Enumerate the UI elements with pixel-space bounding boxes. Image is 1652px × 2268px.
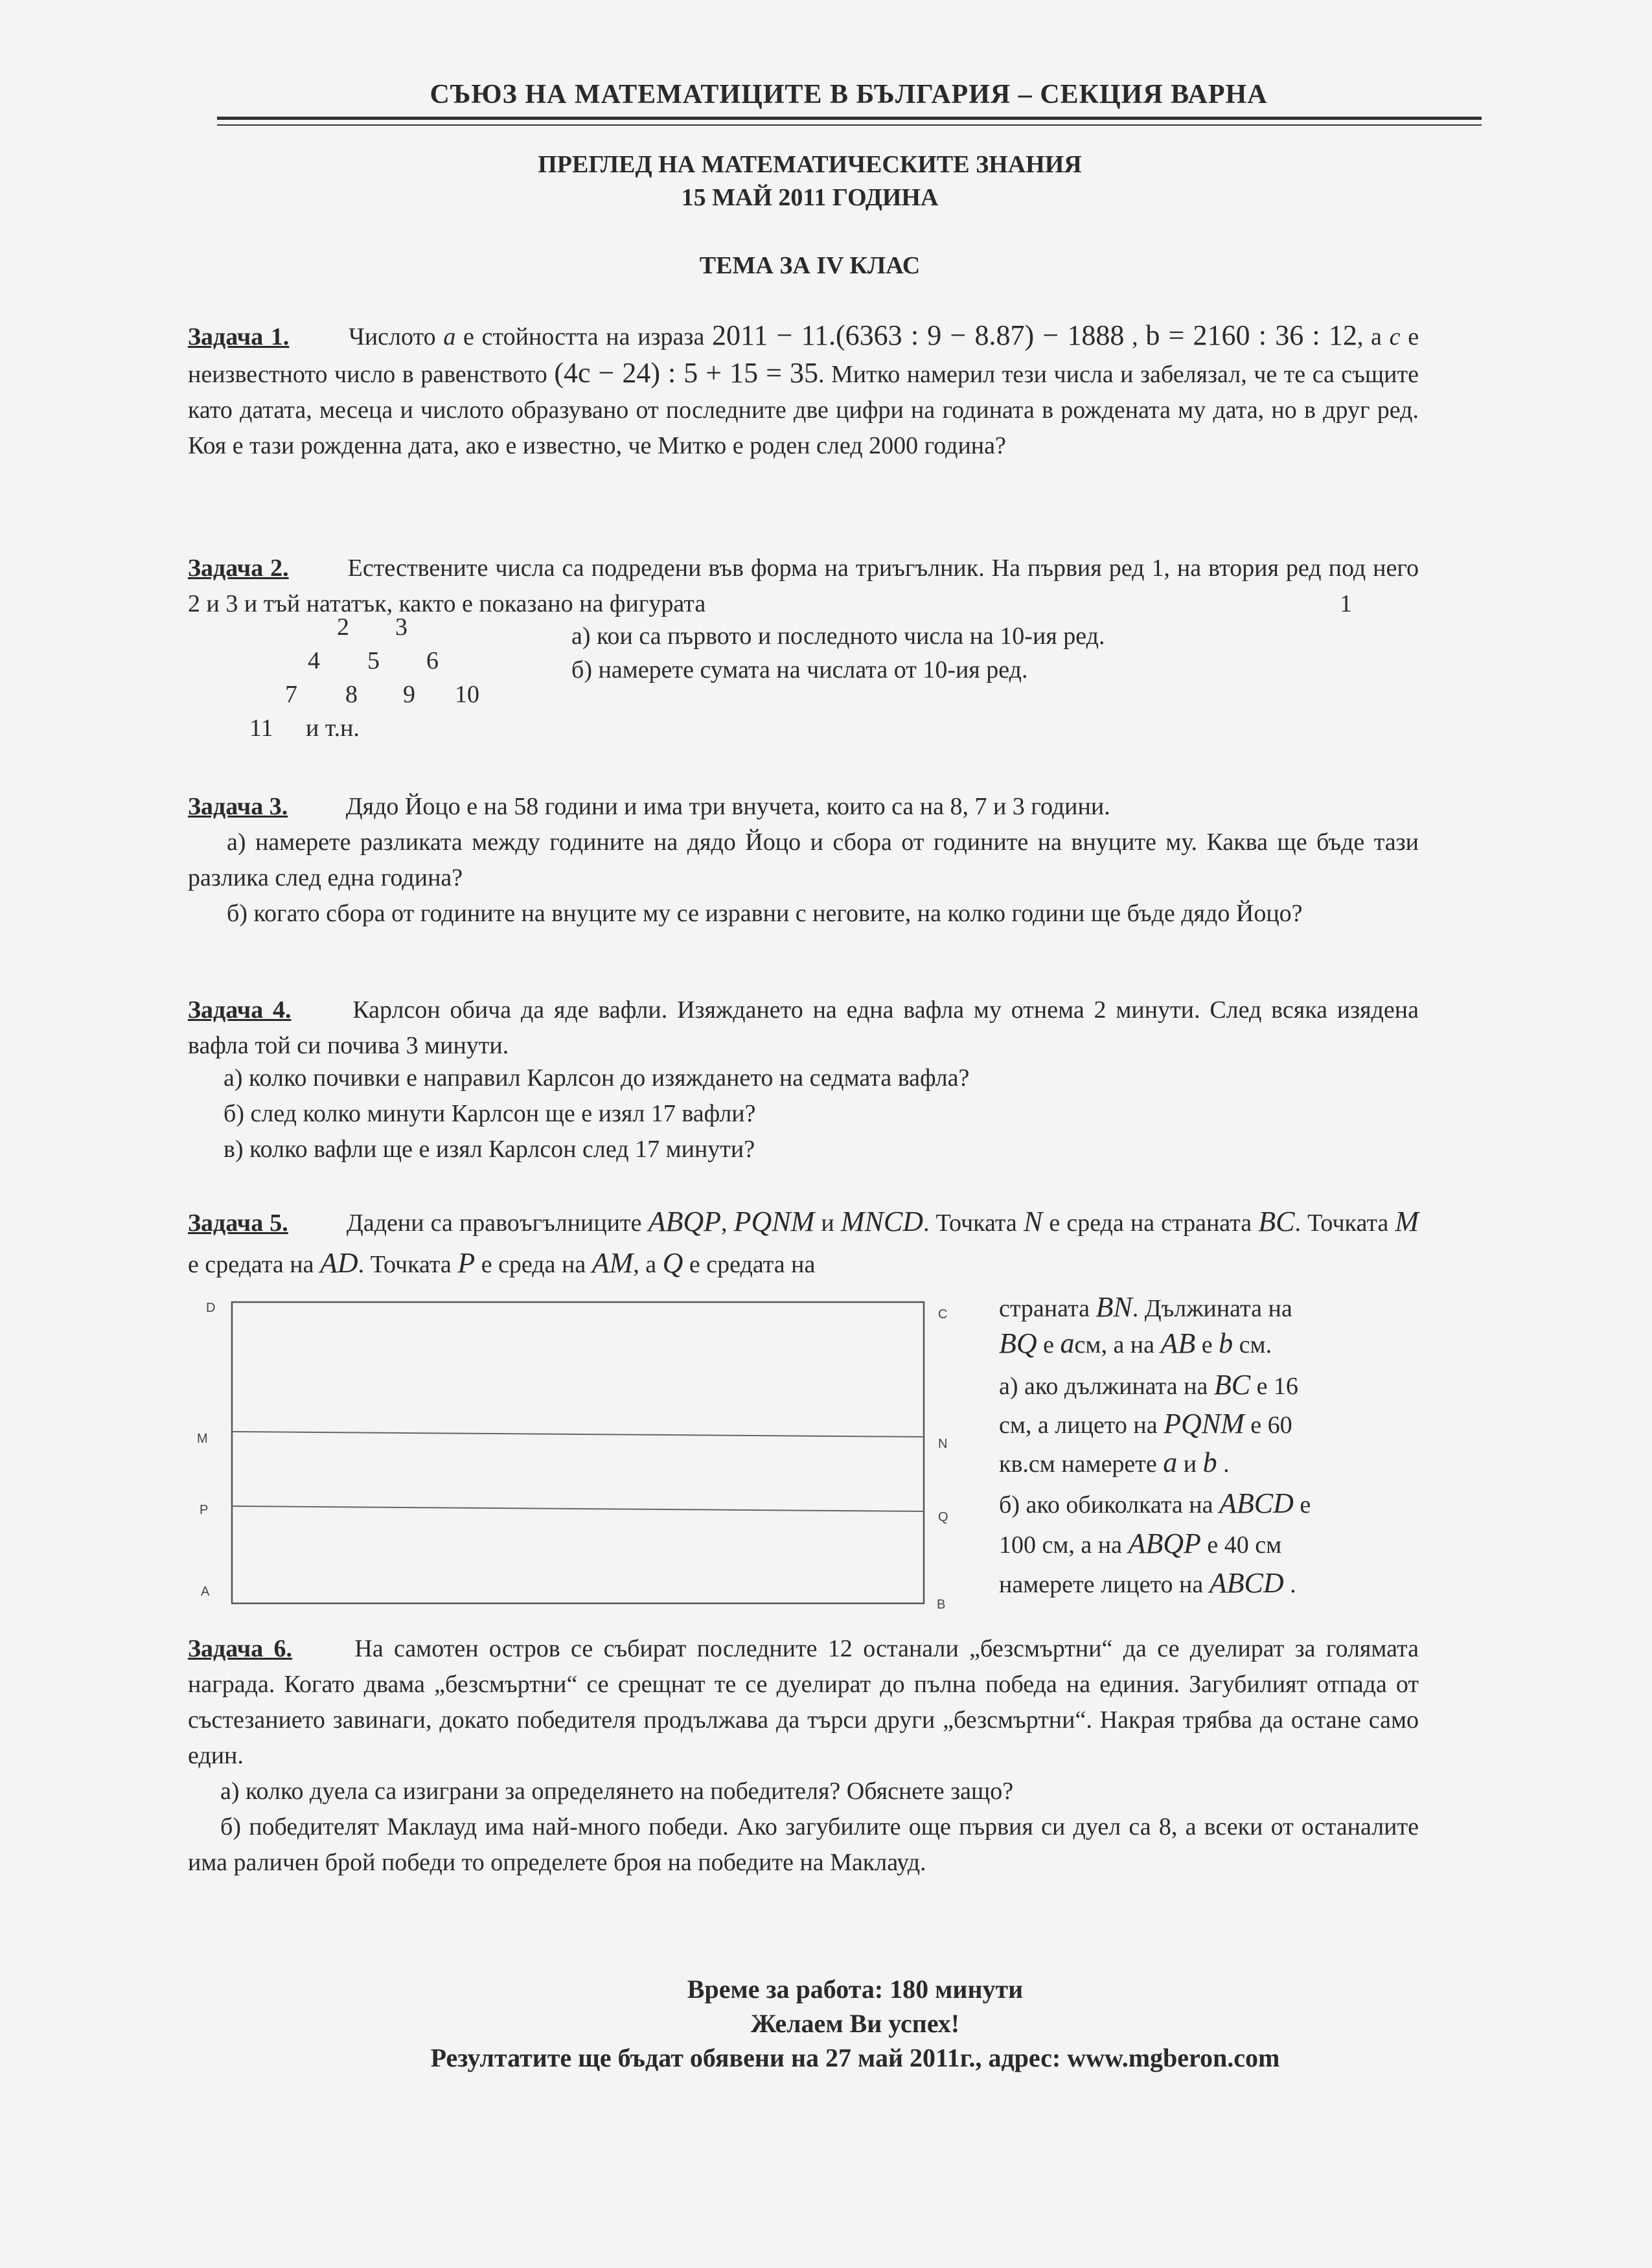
grade-theme: ТЕМА ЗА IV КЛАС xyxy=(699,252,921,279)
task-4-question-a: а) колко почивки е направил Карлсон до изяждането на седмата вафла? xyxy=(224,1064,970,1092)
triangle-r2-n2: 3 xyxy=(395,613,407,641)
task-6-question-a: а) колко дуела са изиграни за определянето на победителя? Обяснете защо? xyxy=(220,1778,1014,1805)
triangle-r4-n3: 9 xyxy=(403,681,415,708)
task-6-label: Задача 6. xyxy=(188,1635,293,1662)
task-6-question-b: б) победителят Маклауд има най-много победи. Ако загубилите още първия си дуел са 8, а всеки от останалите има раличен брой победи то определете броя на победите на Маклауд. xyxy=(188,1813,1419,1876)
header-rule-thick xyxy=(217,117,1482,120)
expression: 2011 − 11.(6363 : 9 − 8.87) − 1888 xyxy=(712,319,1125,351)
triangle-r3-n2: 5 xyxy=(367,647,380,674)
task-2-label: Задача 2. xyxy=(188,555,289,582)
task-5-question-b-line-1: б) ако обиколката на ABCD е xyxy=(999,1487,1311,1519)
good-luck: Желаем Ви успех! xyxy=(750,2009,960,2038)
exam-date: 15 МАЙ 2011 ГОДИНА xyxy=(681,184,939,211)
label-q: Q xyxy=(938,1510,948,1524)
task-6: Задача 6. На самотен остров се събират последните 12 останали „безсмъртни“ да се дуелират за голямата награда. Когато двама „безсмъртни“ се срещнат те се дуелират до пълна победа на единия. Загубилият отпада от състезанието завинаги, докато победителя продължава да търси други „безсмъртни“. Накрая трябва да остане само един. xyxy=(188,1635,1419,1769)
task-5-question-a-line-3: кв.см намерете a и b . xyxy=(999,1447,1230,1478)
task-5: Задача 5. Дадени са правоъгълниците ABQP, PQNM и MNCD. Точката N е среда на страната BC. Точката M е средата на AD. Точката P е среда на AM, а Q е средата на xyxy=(188,1206,1419,1279)
label-b: B xyxy=(937,1598,946,1612)
task-5-question-a-line-1: а) ако дължината на BC е 16 xyxy=(999,1369,1298,1401)
task-4-label: Задача 4. xyxy=(188,996,292,1024)
triangle-r4-n1: 7 xyxy=(285,681,297,708)
triangle-r4-n2: 8 xyxy=(345,681,358,708)
line-pq xyxy=(232,1506,924,1511)
triangle-r2-n1: 2 xyxy=(337,613,349,641)
exam-title: ПРЕГЛЕД НА МАТЕМАТИЧЕСКИТЕ ЗНАНИЯ xyxy=(538,151,1082,178)
task-4-question-b: б) след колко минути Карлсон ще е изял 17 вафли? xyxy=(224,1100,756,1127)
label-c: C xyxy=(938,1307,948,1322)
task-4: Задача 4. Карлсон обича да яде вафли. Изяждането на една вафла му отнема 2 минути. След всяка изядена вафла той си почива 3 минути. xyxy=(188,996,1419,1059)
triangle-r5-n1: 11 xyxy=(249,715,273,742)
task-2-question-b: б) намерете сумата на числата от 10-ия ред. xyxy=(571,656,1028,683)
line-mn xyxy=(232,1432,924,1437)
label-p: P xyxy=(200,1503,209,1517)
triangle-etc: и т.н. xyxy=(306,715,360,742)
task-1-label: Задача 1. xyxy=(188,323,290,350)
task-4-question-c: в) колко вафли ще е изял Карлсон след 17 минути? xyxy=(224,1136,755,1163)
task-2: Задача 2. Естествените числа са подредени във форма на триъгълник. На първия ред 1, на втория ред под него 2 и 3 и тъй нататък, както е показано на фигурата xyxy=(188,555,1419,617)
b-expression: b = 2160 : 36 : 12 xyxy=(1145,319,1357,351)
label-a: A xyxy=(201,1585,210,1599)
triangle-row-1: 1 xyxy=(1340,590,1352,617)
equation: (4c − 24) : 5 + 15 = 35 xyxy=(554,357,818,389)
task-2-question-a: а) кои са първото и последното числа на 10-ия ред. xyxy=(571,623,1105,650)
task-5-side-line-1: страната BN. Дължината на xyxy=(999,1291,1292,1323)
label-d: D xyxy=(206,1301,216,1315)
task-3: Задача 3. Дядо Йоцо е на 58 години и има три внучета, които са на 8, 7 и 3 години. xyxy=(188,793,1110,820)
task-5-label: Задача 5. xyxy=(188,1209,288,1237)
task-3-question-b: б) когато сбора от годините на внуците му се изравни с неговите, на колко години ще бъде дядо Йоцо? xyxy=(227,900,1303,927)
task-5-question-b-line-3: намерете лицето на ABCD . xyxy=(999,1567,1296,1599)
results-announcement: Резултатите ще бъдат обявени на 27 май 2011г., адрес: www.mgberon.com xyxy=(430,2043,1280,2072)
rectangle-abcd xyxy=(232,1302,924,1603)
task-1: Задача 1. Числото a е стойността на израза 2011 − 11.(6363 : 9 − 8.87) − 1888 , b = 2160 : 36 : 12, а c е неизвестното число в равенството (4c − 24) : 5 + 15 = 35. Митко намерил тези числа и забелязал, че те са същите като датата, месеца и числото образувано от последните две цифри на годината в рождената му дата, но в друг ред. Коя е тази рожденна дата, ако е известно, че Митко е роден след 2000 година? xyxy=(188,319,1419,459)
task-3-label: Задача 3. xyxy=(188,793,288,820)
rectangles-figure xyxy=(194,1292,972,1616)
triangle-r4-n4: 10 xyxy=(455,681,479,708)
label-n: N xyxy=(938,1437,948,1451)
task-5-question-a-line-2: см, а лицето на PQNM е 60 xyxy=(999,1408,1292,1439)
task-5-question-b-line-2: 100 см, а на ABQP е 40 см xyxy=(999,1528,1282,1559)
work-time: Време за работа: 180 минути xyxy=(687,1975,1024,2004)
label-m: M xyxy=(197,1432,208,1446)
triangle-r3-n1: 4 xyxy=(308,647,320,674)
task-3-question-a: а) намерете разликата между годините на дядо Йоцо и сбора от годините на внуците му. Каква ще бъде тази разлика след една година? xyxy=(188,829,1419,891)
header-rule-thin xyxy=(217,124,1482,126)
triangle-r3-n3: 6 xyxy=(426,647,439,674)
organization-header: СЪЮЗ НА МАТЕМАТИЦИТЕ В БЪЛГАРИЯ – СЕКЦИЯ ВАРНА xyxy=(430,80,1268,109)
task-5-side-line-2: BQ е aсм, а на AB е b см. xyxy=(999,1327,1272,1359)
